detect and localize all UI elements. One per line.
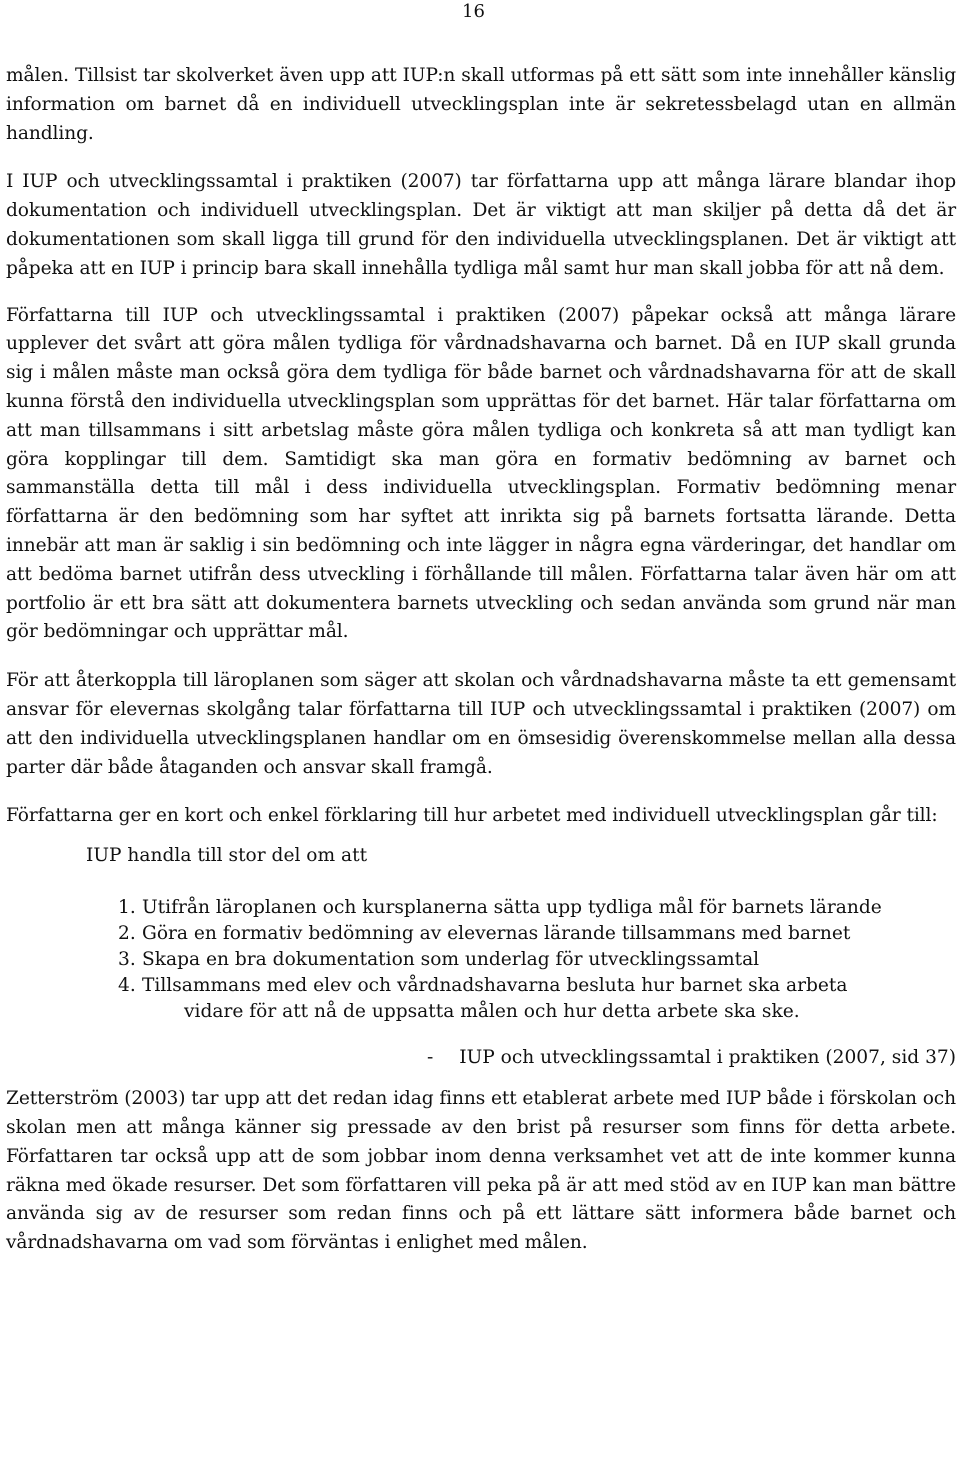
list-item-continuation: vidare för att nå de uppsatta målen och hur detta arbete ska ske. [184,1001,800,1023]
list-item-number: 4. [118,975,136,997]
paragraph-6: Zetterström (2003) tar upp att det redan idag finns ett etablerat arbete med IUP både i förskolan och skolan men att många känner sig pressade av den brist på resurser som finns för detta arbete. Författaren tar också upp att de som jobbar inom denna verksamhet vet att de inte kommer kunna räkna med ökade resurser. Det som författaren vill peka på är att med stöd av en IUP kan man bättre använda sig av de resurser som redan finns och på ett lättare sätt informera både barnet och vårdnadshavarna om vad som förväntas i enlighet med målen. [6,1088,956,1254]
citation-dash: - [426,1047,434,1069]
list-item-text [142,973,956,1025]
quote-citation [6,1045,956,1071]
process-list [118,895,956,1025]
list-item [118,947,956,973]
quote-intro: IUP handla till stor del om att [86,845,368,867]
list-item-text: Göra en formativ bedömning av elevernas lärande tillsammans med barnet [142,923,851,945]
list-item-text: Utifrån läroplanen och kursplanerna sätta upp tydliga mål för barnets lärande [142,897,882,919]
paragraph-5: Författarna ger en kort och enkel förklaring till hur arbetet med individuell utvecklingsplan går till: [6,805,938,827]
list-item-text-line: Tillsammans med elev och vårdnadshavarna besluta hur barnet ska arbeta [142,975,848,997]
list-item [118,973,956,1025]
list-item-number: 3. [118,949,136,971]
paragraph-2: I IUP och utvecklingssamtal i praktiken (2007) tar författarna upp att många lärare blandar ihop dokumentation och individuell utvecklingsplan. Det är viktigt att man skiljer på detta då det är dokumentationen som skall ligga till grund för den individuella utvecklingsplanen. Det är viktigt att påpeka att en IUP i princip bara skall innehålla tydliga mål samt hur man skall jobba för att nå dem. [6,171,956,279]
list-item [118,895,956,921]
page-number: 16 [462,1,485,22]
list-item-number: 1. [118,897,136,919]
paragraph-4: För att återkoppla till läroplanen som säger att skolan och vårdnadshavarna måste ta ett gemensamt ansvar för elevernas skolgång talar författarna till IUP och utvecklingssamtal i praktiken (2007) om att den individuella utvecklingsplanen handlar om en ömsesidig överenskommelse mellan alla dessa parter där både åtaganden och ansvar skall framgå. [6,670,956,778]
list-item-number: 2. [118,923,136,945]
paragraph-3: Författarna till IUP och utvecklingssamtal i praktiken (2007) påpekar också att många lärare upplever det svårt att göra målen tydliga för vårdnadshavarna och barnet. Då en IUP skall grunda sig i målen måste man också göra dem tydliga för både barnet och vårdnadshavarna för att de skall kunna förstå den individuella utvecklingsplan som upprättas för det barnet. Här talar författarna om att man tillsammans i sitt arbetslag måste göra målen tydliga och konkreta så att man tydligt kan göra kopplingar till dem. Samtidigt ska man göra en formativ bedömning av barnet och sammanställa detta till mål i dess individuella utvecklingsplan. Formativ bedömning menar författarna är den bedömning som har syftet att inrikta sig på barnets fortsatta lärande. Detta innebär att man är saklig i sin bedömning och inte lägger in några egna värderingar, det handlar om att bedöma barnet utifrån dess utveckling i förhållande till målen. Författarna talar även här om att portfolio är ett bra sätt att dokumentera barnets utveckling och sedan använda som grund när man gör bedömningar och upprättar mål. [6,304,956,643]
paragraph-1: målen. Tillsist tar skolverket även upp att IUP:n skall utformas på ett sätt som inte innehåller känslig information om barnet då en individuell utvecklingsplan inte är sekretessbelagd utan en allmän handling. [6,65,956,144]
citation-text: IUP och utvecklingssamtal i praktiken (2007, sid 37) [459,1047,956,1069]
list-item-text: Skapa en bra dokumentation som underlag för utvecklingssamtal [142,949,760,971]
document-body [6,62,956,1258]
list-item [118,921,956,947]
